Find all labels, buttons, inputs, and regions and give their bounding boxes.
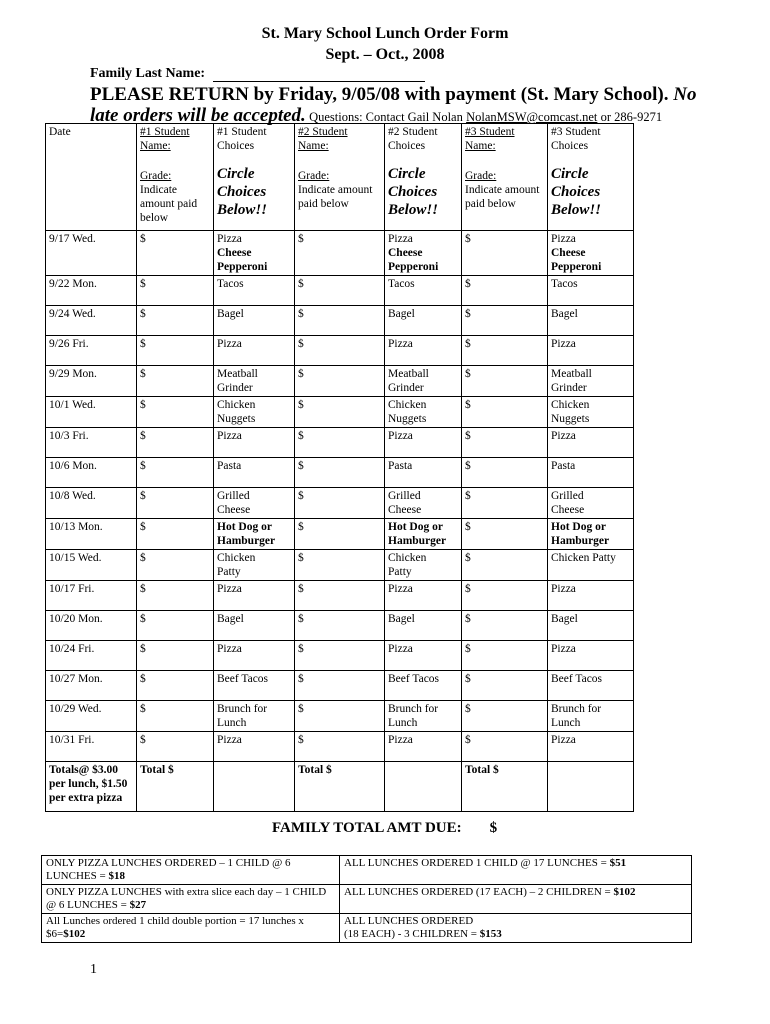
student1-choice-cell[interactable]: Pizza — [214, 336, 295, 366]
student3-amount-cell[interactable]: $ — [462, 671, 548, 701]
student3-choice-cell[interactable]: Hot Dog or Hamburger — [548, 519, 634, 550]
student1-amount-cell[interactable]: $ — [137, 611, 214, 641]
student2-amount-cell[interactable]: $ — [295, 428, 385, 458]
student3-amount-cell[interactable]: $ — [462, 519, 548, 550]
student3-choice-cell[interactable]: Bagel — [548, 611, 634, 641]
student1-amount-cell[interactable]: $ — [137, 231, 214, 276]
menu-row — [46, 336, 634, 366]
header-row — [46, 124, 634, 231]
student1-amount-cell[interactable]: $ — [137, 366, 214, 397]
menu-date: 9/26 Fri. — [46, 336, 137, 366]
student3-amount-cell[interactable]: $ — [462, 458, 548, 488]
student1-choice-cell[interactable]: Brunch for Lunch — [214, 701, 295, 732]
student2-choice-cell[interactable]: Grilled Cheese — [385, 488, 462, 519]
student1-choice-cell[interactable]: Bagel — [214, 306, 295, 336]
contact-phone: or 286-9271 — [600, 110, 663, 124]
menu-row — [46, 671, 634, 701]
student3-choice-cell[interactable]: Pizza — [548, 641, 634, 671]
student1-amount-cell[interactable]: $ — [137, 306, 214, 336]
student1-name-header[interactable]: #1 Student Name: Grade: Indicate amount paid below — [137, 124, 214, 231]
form-subtitle: Sept. – Oct., 2008 — [325, 46, 445, 63]
student3-choice-cell[interactable]: Chicken Patty — [548, 550, 634, 581]
menu-row — [46, 428, 634, 458]
menu-row — [46, 581, 634, 611]
menu-date: 10/17 Fri. — [46, 581, 137, 611]
student1-amount-cell[interactable]: $ — [137, 732, 214, 762]
student3-amount-cell[interactable]: $ — [462, 366, 548, 397]
price-example-all-3-children: ALL LUNCHES ORDERED (18 EACH) - 3 CHILDREN = $153 — [340, 914, 692, 943]
student2-choice-cell[interactable]: Chicken Nuggets — [385, 397, 462, 428]
menu-row — [46, 366, 634, 397]
menu-row — [46, 488, 634, 519]
student2-amount-cell[interactable]: $ — [295, 641, 385, 671]
student2-choices-header: #2 Student Choices Circle Choices Below!! — [385, 124, 462, 231]
price-example-all-2-children: ALL LUNCHES ORDERED (17 EACH) – 2 CHILDREN = $102 — [340, 885, 692, 914]
student1-amount-cell[interactable]: $ — [137, 671, 214, 701]
student2-choice-cell[interactable]: Pizza Cheese Pepperoni — [385, 231, 462, 276]
student1-amount-cell[interactable]: $ — [137, 336, 214, 366]
student2-amount-cell[interactable]: $ — [295, 306, 385, 336]
lunch-order-table — [45, 123, 634, 812]
student3-amount-cell[interactable]: $ — [462, 581, 548, 611]
menu-row — [46, 231, 634, 276]
student3-amount-cell[interactable]: $ — [462, 428, 548, 458]
student2-amount-cell[interactable]: $ — [295, 488, 385, 519]
student2-total-blank — [385, 762, 462, 812]
student3-choice-cell[interactable]: Pizza — [548, 581, 634, 611]
student1-choice-cell[interactable]: Meatball Grinder — [214, 366, 295, 397]
student2-amount-cell[interactable]: $ — [295, 611, 385, 641]
student2-amount-cell[interactable]: $ — [295, 701, 385, 732]
student3-amount-cell[interactable]: $ — [462, 701, 548, 732]
student3-choice-cell[interactable]: Tacos — [548, 276, 634, 306]
student2-choice-cell[interactable]: Pizza — [385, 336, 462, 366]
menu-date: 9/29 Mon. — [46, 366, 137, 397]
student2-amount-cell[interactable]: $ — [295, 732, 385, 762]
student2-amount-cell[interactable]: $ — [295, 366, 385, 397]
student2-choice-cell[interactable]: Meatball Grinder — [385, 366, 462, 397]
family-total-label: FAMILY TOTAL AMT DUE: — [272, 820, 462, 836]
student3-amount-cell[interactable]: $ — [462, 550, 548, 581]
student1-amount-cell[interactable]: $ — [137, 701, 214, 732]
totals-label: Totals@ $3.00 per lunch, $1.50 per extra pizza — [46, 762, 137, 812]
price-examples-table — [41, 855, 692, 943]
menu-date: 10/8 Wed. — [46, 488, 137, 519]
student1-total[interactable]: Total $ — [137, 762, 214, 812]
price-example-pizza-extra-slice: ONLY PIZZA LUNCHES with extra slice each day – 1 CHILD @ 6 LUNCHES = $27 — [42, 885, 340, 914]
student3-choice-cell[interactable]: Pizza — [548, 428, 634, 458]
student1-choice-cell[interactable]: Pizza — [214, 581, 295, 611]
price-example-pizza-1-child: ONLY PIZZA LUNCHES ORDERED – 1 CHILD @ 6 LUNCHES = $18 — [42, 856, 340, 885]
menu-date: 10/29 Wed. — [46, 701, 137, 732]
student3-choice-cell[interactable]: Bagel — [548, 306, 634, 336]
menu-date: 10/1 Wed. — [46, 397, 137, 428]
student1-amount-cell[interactable]: $ — [137, 458, 214, 488]
menu-date: 10/6 Mon. — [46, 458, 137, 488]
student1-choices-header: #1 Student Choices Circle Choices Below!! — [214, 124, 295, 231]
menu-date: 9/24 Wed. — [46, 306, 137, 336]
student3-choice-cell[interactable]: Meatball Grinder — [548, 366, 634, 397]
student2-amount-cell[interactable]: $ — [295, 231, 385, 276]
menu-date: 10/24 Fri. — [46, 641, 137, 671]
family-name-label: Family Last Name: — [90, 66, 206, 81]
student1-amount-cell[interactable]: $ — [137, 276, 214, 306]
student2-name-header[interactable]: #2 Student Name: Grade: Indicate amount paid below — [295, 124, 385, 231]
student2-choice-cell[interactable]: Bagel — [385, 611, 462, 641]
menu-row — [46, 732, 634, 762]
student3-amount-cell[interactable]: $ — [462, 276, 548, 306]
family-total — [272, 820, 497, 837]
student1-amount-cell[interactable]: $ — [137, 550, 214, 581]
late-orders-text: late orders will be accepted. — [90, 105, 306, 126]
student1-choice-cell[interactable]: Chicken Patty — [214, 550, 295, 581]
return-notice-text: PLEASE RETURN by Friday, 9/05/08 with payment (St. Mary School). — [90, 84, 669, 105]
student1-amount-cell[interactable]: $ — [137, 519, 214, 550]
student1-choice-cell[interactable]: Tacos — [214, 276, 295, 306]
student1-choice-cell[interactable]: Pizza — [214, 641, 295, 671]
student2-choice-cell[interactable]: Chicken Patty — [385, 550, 462, 581]
contact-email[interactable]: NolanMSW@comcast.net — [466, 110, 598, 124]
student2-choice-cell[interactable]: Brunch for Lunch — [385, 701, 462, 732]
student1-choice-cell[interactable]: Beef Tacos — [214, 671, 295, 701]
menu-row — [46, 611, 634, 641]
student3-amount-cell[interactable]: $ — [462, 336, 548, 366]
menu-date: 10/20 Mon. — [46, 611, 137, 641]
student1-choice-cell[interactable]: Pizza — [214, 428, 295, 458]
menu-row — [46, 306, 634, 336]
price-example-all-1-child: ALL LUNCHES ORDERED 1 CHILD @ 17 LUNCHES = $51 — [340, 856, 692, 885]
form-title: St. Mary School Lunch Order Form — [261, 25, 509, 42]
return-notice — [90, 84, 696, 106]
date-header: Date — [46, 124, 137, 231]
student3-amount-cell[interactable]: $ — [462, 397, 548, 428]
student2-choice-cell[interactable]: Pizza — [385, 581, 462, 611]
student3-amount-cell[interactable]: $ — [462, 611, 548, 641]
menu-row — [46, 701, 634, 732]
student2-choice-cell[interactable]: Pizza — [385, 428, 462, 458]
student3-total-blank — [548, 762, 634, 812]
student1-choice-cell[interactable]: Pizza — [214, 732, 295, 762]
student1-amount-cell[interactable]: $ — [137, 641, 214, 671]
family-total-value[interactable]: $ — [489, 820, 498, 836]
student2-choice-cell[interactable]: Pizza — [385, 641, 462, 671]
no-text: No — [673, 84, 697, 105]
student3-choice-cell[interactable]: Chicken Nuggets — [548, 397, 634, 428]
student3-choice-cell[interactable]: Pizza Cheese Pepperoni — [548, 231, 634, 276]
student3-amount-cell[interactable]: $ — [462, 306, 548, 336]
student2-amount-cell[interactable]: $ — [295, 397, 385, 428]
student2-amount-cell[interactable]: $ — [295, 550, 385, 581]
student3-amount-cell[interactable]: $ — [462, 641, 548, 671]
menu-date: 10/27 Mon. — [46, 671, 137, 701]
menu-date: 9/22 Mon. — [46, 276, 137, 306]
student2-choice-cell[interactable]: Tacos — [385, 276, 462, 306]
price-example-double-portion: All Lunches ordered 1 child double portion = 17 lunches x $6=$102 — [42, 914, 340, 943]
student2-amount-cell[interactable]: $ — [295, 458, 385, 488]
student3-choice-cell[interactable]: Beef Tacos — [548, 671, 634, 701]
menu-row — [46, 519, 634, 550]
student1-choice-cell[interactable]: Bagel — [214, 611, 295, 641]
student1-choice-cell[interactable]: Pizza Cheese Pepperoni — [214, 231, 295, 276]
family-name-blank[interactable] — [213, 67, 425, 82]
student3-choice-cell[interactable]: Pasta — [548, 458, 634, 488]
student3-choice-cell[interactable]: Brunch for Lunch — [548, 701, 634, 732]
student2-choice-cell[interactable]: Pasta — [385, 458, 462, 488]
menu-row — [46, 550, 634, 581]
student1-amount-cell[interactable]: $ — [137, 581, 214, 611]
student2-total[interactable]: Total $ — [295, 762, 385, 812]
menu-date: 9/17 Wed. — [46, 231, 137, 276]
student1-choice-cell[interactable]: Pasta — [214, 458, 295, 488]
student1-amount-cell[interactable]: $ — [137, 397, 214, 428]
student1-amount-cell[interactable]: $ — [137, 488, 214, 519]
menu-date: 10/13 Mon. — [46, 519, 137, 550]
menu-row — [46, 458, 634, 488]
student3-choices-header: #3 Student Choices Circle Choices Below!! — [548, 124, 634, 231]
student2-choice-cell[interactable]: Bagel — [385, 306, 462, 336]
totals-row — [46, 762, 634, 812]
page-number: 1 — [90, 962, 97, 977]
student3-amount-cell[interactable]: $ — [462, 488, 548, 519]
student1-amount-cell[interactable]: $ — [137, 428, 214, 458]
student3-name-header[interactable]: #3 Student Name: Grade: Indicate amount paid below — [462, 124, 548, 231]
menu-row — [46, 641, 634, 671]
student2-choice-cell[interactable]: Pizza — [385, 732, 462, 762]
student3-amount-cell[interactable]: $ — [462, 231, 548, 276]
student1-choice-cell[interactable]: Grilled Cheese — [214, 488, 295, 519]
family-name-field — [90, 66, 425, 82]
student3-choice-cell[interactable]: Pizza — [548, 336, 634, 366]
student2-amount-cell[interactable]: $ — [295, 336, 385, 366]
student2-choice-cell[interactable]: Hot Dog or Hamburger — [385, 519, 462, 550]
menu-date: 10/31 Fri. — [46, 732, 137, 762]
menu-row — [46, 276, 634, 306]
menu-date: 10/3 Fri. — [46, 428, 137, 458]
student1-choice-cell[interactable]: Chicken Nuggets — [214, 397, 295, 428]
student2-amount-cell[interactable]: $ — [295, 671, 385, 701]
menu-date: 10/15 Wed. — [46, 550, 137, 581]
student2-amount-cell[interactable]: $ — [295, 581, 385, 611]
student1-total-blank — [214, 762, 295, 812]
menu-row — [46, 397, 634, 428]
student2-choice-cell[interactable]: Beef Tacos — [385, 671, 462, 701]
student2-amount-cell[interactable]: $ — [295, 276, 385, 306]
student1-choice-cell[interactable]: Hot Dog or Hamburger — [214, 519, 295, 550]
questions-text: Questions: Contact Gail Nolan — [309, 110, 463, 124]
student3-choice-cell[interactable]: Pizza — [548, 732, 634, 762]
student3-amount-cell[interactable]: $ — [462, 732, 548, 762]
student2-amount-cell[interactable]: $ — [295, 519, 385, 550]
student3-choice-cell[interactable]: Grilled Cheese — [548, 488, 634, 519]
student3-total[interactable]: Total $ — [462, 762, 548, 812]
